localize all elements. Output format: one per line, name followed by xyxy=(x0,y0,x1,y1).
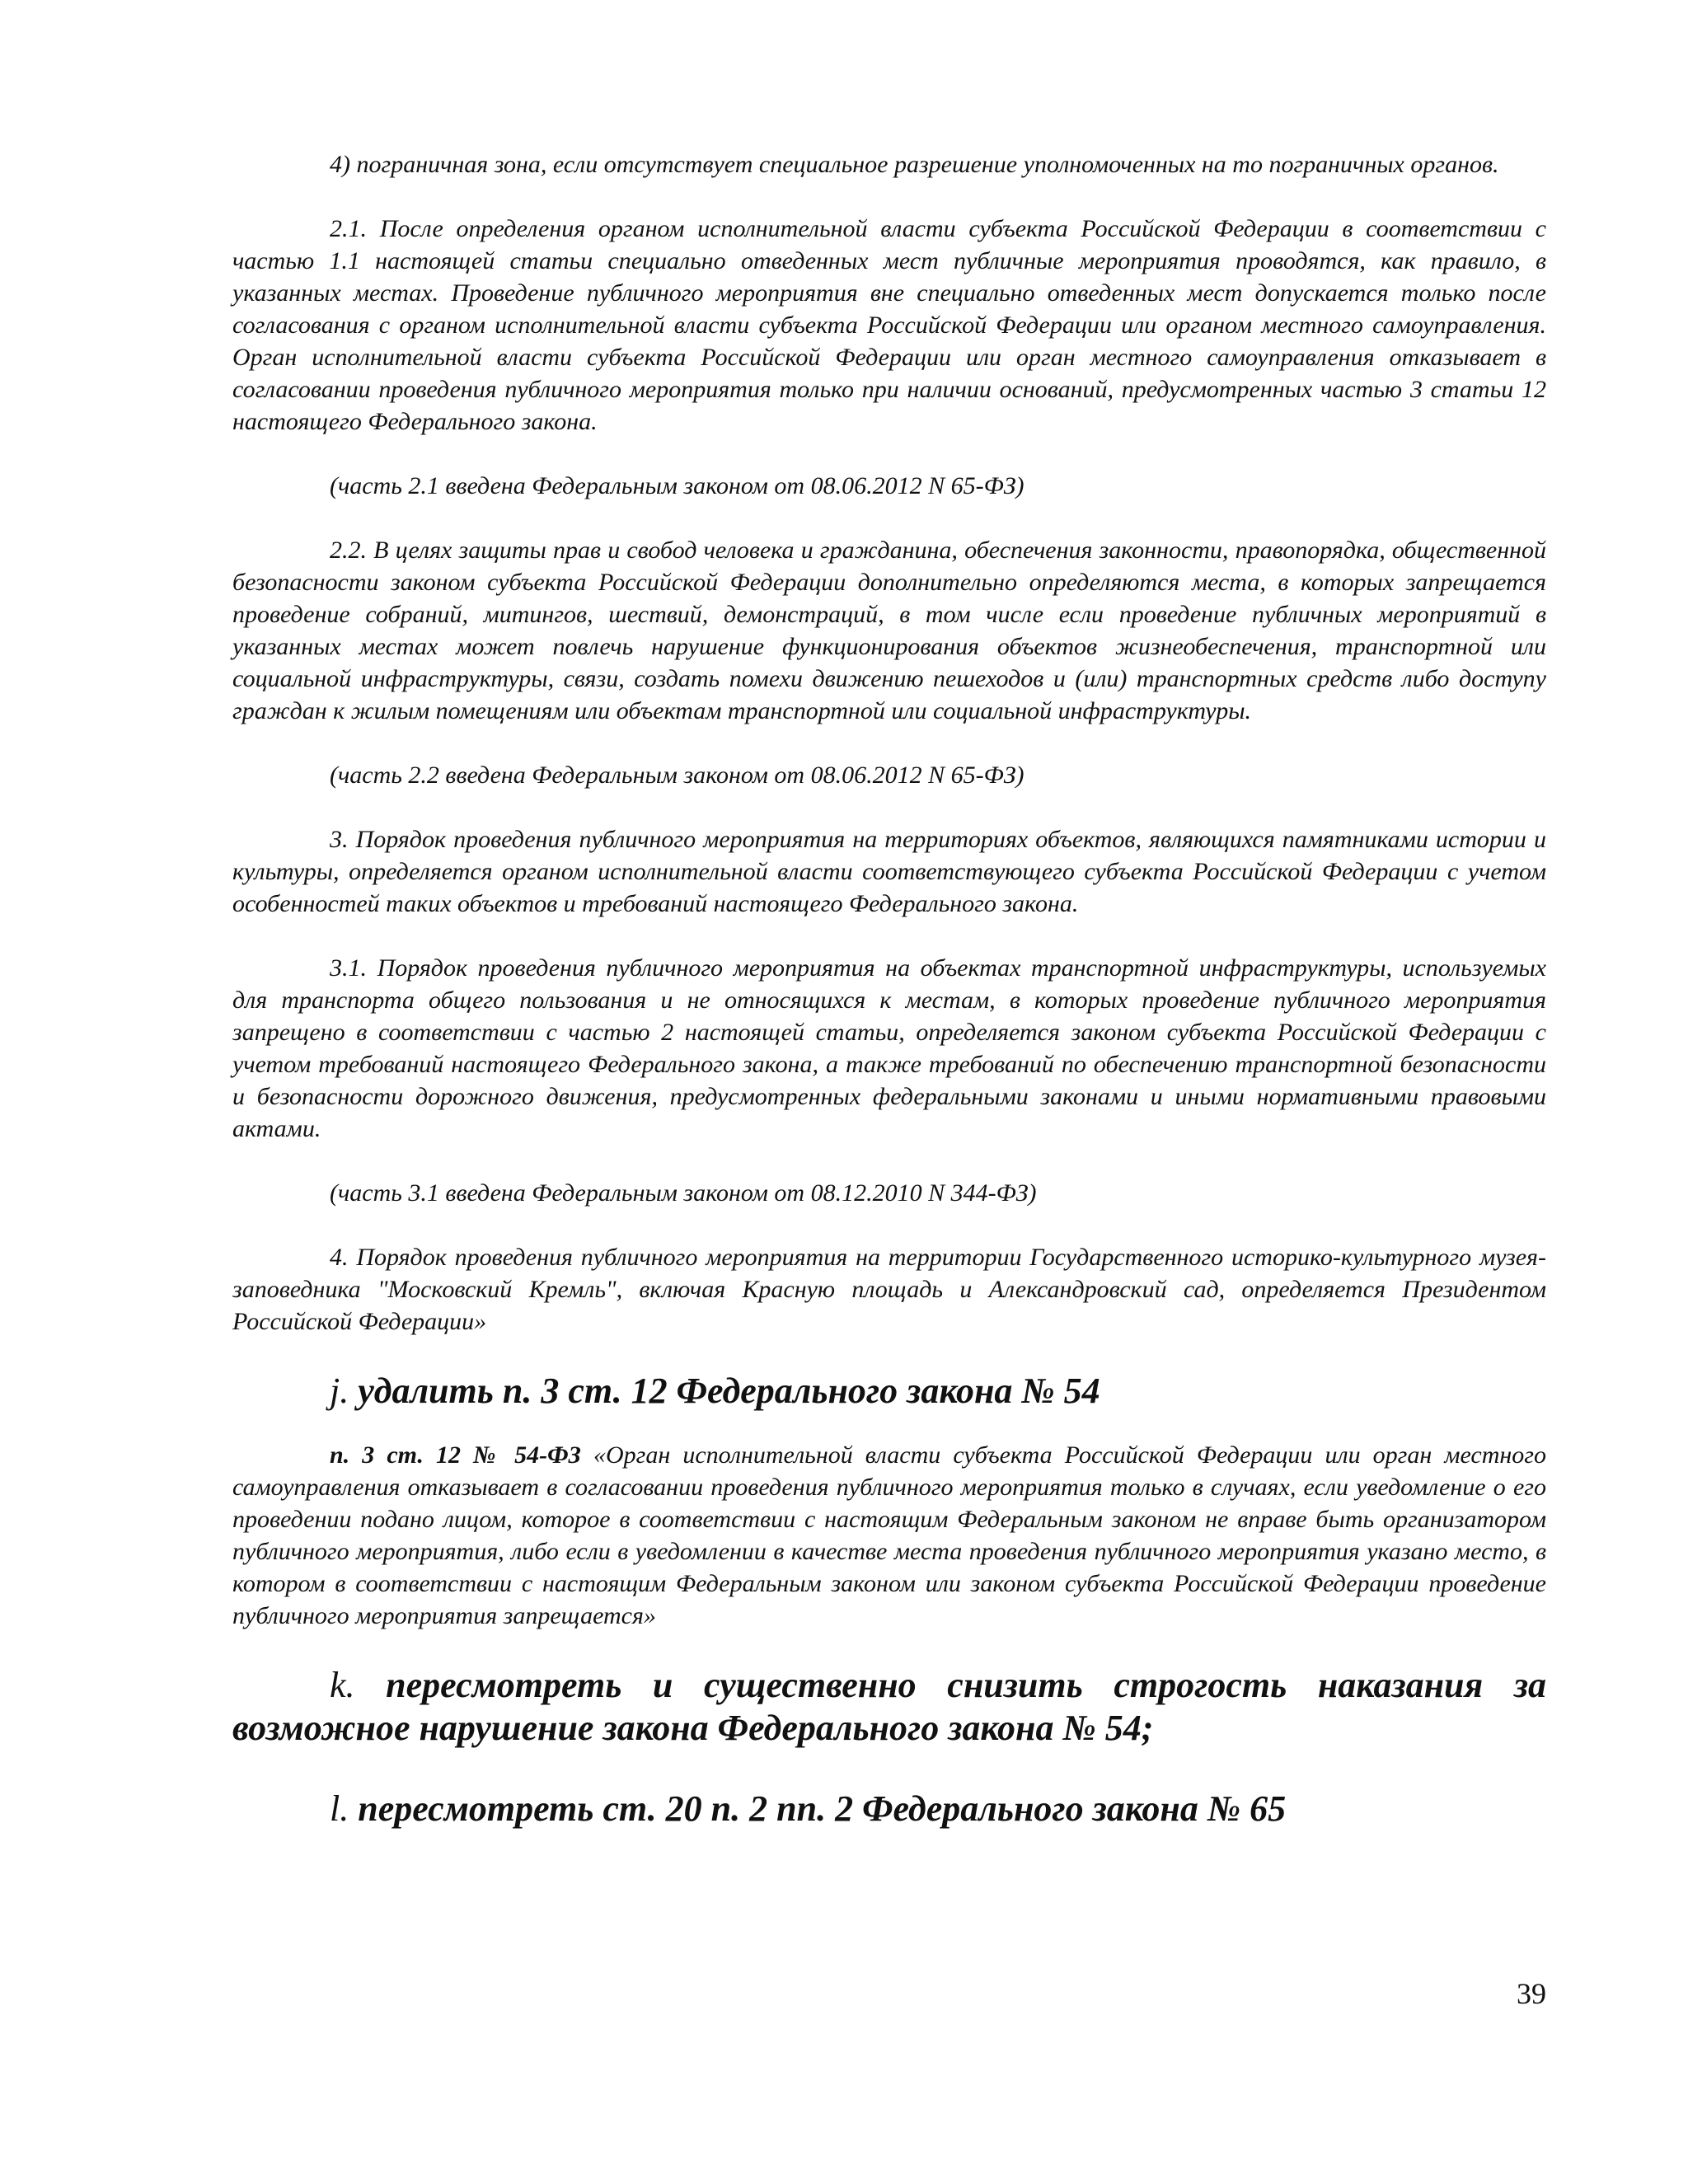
heading-j-text: удалить п. 3 ст. 12 Федерального закона № 54 xyxy=(358,1371,1100,1411)
document-page xyxy=(232,148,1546,1857)
note-2-2: (часть 2.2 введена Федеральным законом от 08.06.2012 N 65-ФЗ) xyxy=(330,762,1025,789)
heading-j-letter: j. xyxy=(330,1371,349,1411)
heading-l-letter: l. xyxy=(330,1788,349,1829)
heading-l xyxy=(232,1788,1546,1830)
heading-j xyxy=(232,1370,1546,1413)
paragraph-2-2: 2.2. В целях защиты прав и свобод человека и гражданина, обеспечения законности, правопорядка, общественной безопасности законом субъекта Российской Федерации дополнительно определяются места, в которых запрещается проведение собраний, митингов, шествий, демонстраций, в том числе если проведение публичных мероприятий в указанных местах может повлечь нарушение функционирования объектов жизнеобеспечения, транспортной или социальной инфраструктуры, связи, создать помехи движению пешеходов и (или) транспортных средств либо доступу граждан к жилым помещениям или объектам транспортной или социальной инфраструктуры. xyxy=(232,537,1546,724)
quote-j-text: «Орган исполнительной власти субъекта Российской Федерации или орган местного самоуправления отказывает в согласовании проведения публичного мероприятия только в случаях, если уведомление о его проведении подано лицом, которое в соответствии с настоящим Федеральным законом не вправе быть организатором публичного мероприятия, либо если в уведомлении в качестве места проведения публичного мероприятия указано место, в котором в соответствии с настоящим Федеральным законом или законом субъекта Российской Федерации проведение публичного мероприятия запрещается» xyxy=(232,1441,1546,1629)
note-2-1: (часть 2.1 введена Федеральным законом от 08.06.2012 N 65-ФЗ) xyxy=(330,472,1025,499)
heading-l-text: пересмотреть ст. 20 п. 2 пп. 2 Федерального закона № 65 xyxy=(358,1788,1287,1829)
note-3-1: (часть 3.1 введена Федеральным законом от 08.12.2010 N 344-ФЗ) xyxy=(330,1179,1037,1207)
paragraph-4-kremlin: 4. Порядок проведения публичного мероприятия на территории Государственного историко-культурного музея-заповедника "Московский Кремль", включая Красную площадь и Александровский сад, определяется Президентом Российской Федерации» xyxy=(232,1244,1546,1335)
quote-j-lead: п. 3 ст. 12 № 54-ФЗ xyxy=(330,1441,581,1469)
quote-j xyxy=(232,1439,1546,1632)
heading-k-letter: k. xyxy=(330,1665,355,1705)
page-number: 39 xyxy=(1517,1977,1546,2010)
paragraph-border-zone: 4) пограничная зона, если отсутствует специальное разрешение уполномоченных на то пограничных органов. xyxy=(330,151,1499,178)
heading-k-text: пересмотреть и существенно снизить строгость наказания за возможное нарушение закона Федерального закона № 54; xyxy=(232,1665,1546,1748)
paragraph-2-1: 2.1. После определения органом исполнительной власти субъекта Российской Федерации в соответствии с частью 1.1 настоящей статьи специально отведенных мест публичные мероприятия проводятся, как правило, в указанных местах. Проведение публичного мероприятия вне специально отведенных мест допускается только после согласования с органом исполнительной власти субъекта Российской Федерации или органом местного самоуправления. Орган исполнительной власти субъекта Российской Федерации или орган местного самоуправления отказывает в согласовании проведения публичного мероприятия только при наличии оснований, предусмотренных частью 3 статьи 12 настоящего Федерального закона. xyxy=(232,215,1546,435)
heading-k xyxy=(232,1664,1546,1750)
paragraph-3: 3. Порядок проведения публичного мероприятия на территориях объектов, являющихся памятниками истории и культуры, определяется органом исполнительной власти соответствующего субъекта Российской Федерации с учетом особенностей таких объектов и требований настоящего Федерального закона. xyxy=(232,826,1546,917)
paragraph-3-1: 3.1. Порядок проведения публичного мероприятия на объектах транспортной инфраструктуры, используемых для транспорта общего пользования и не относящихся к местам, в которых проведение публичного мероприятия запрещено в соответствии с частью 2 настоящей статьи, определяется законом субъекта Российской Федерации с учетом требований настоящего Федерального закона, а также требований по обеспечению транспортной безопасности и безопасности дорожного движения, предусмотренных федеральными законами и иными нормативными правовыми актами. xyxy=(232,954,1546,1142)
